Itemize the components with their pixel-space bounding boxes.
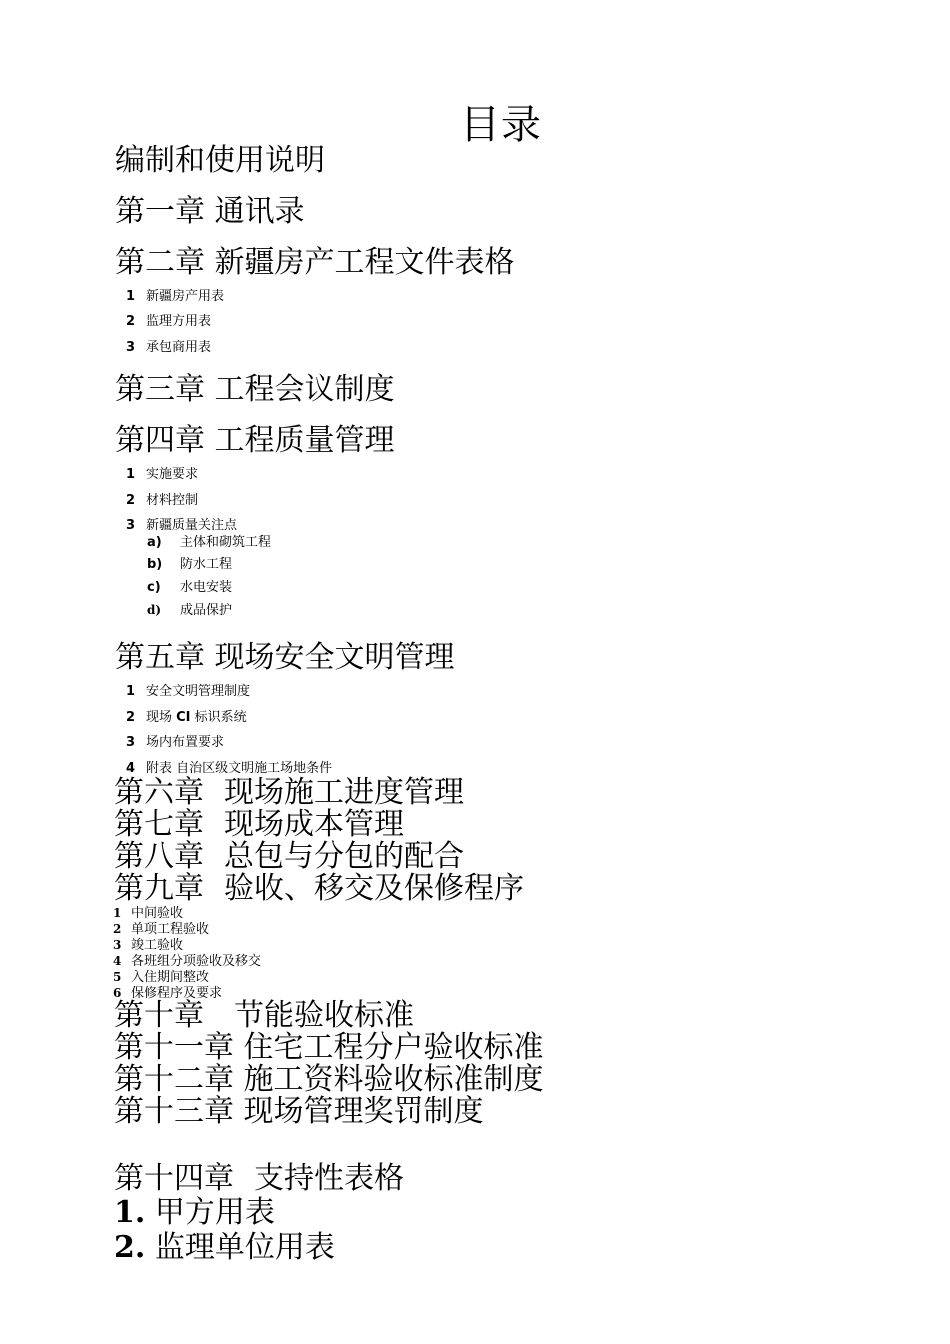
toc-ch5-item-3[interactable] bbox=[126, 734, 224, 752]
toc-preface[interactable]: 编制和使用说明 bbox=[115, 143, 325, 178]
chapter-label: 第十四章 bbox=[114, 1161, 234, 1196]
toc-ch4-subitem-c[interactable] bbox=[147, 579, 232, 597]
item-label: 承包商用表 bbox=[146, 340, 212, 355]
toc-ch9-item-5[interactable] bbox=[113, 969, 209, 986]
item-label: 材料控制 bbox=[146, 493, 199, 508]
item-label: 甲方用表 bbox=[154, 1195, 275, 1230]
toc-ch4-item-2[interactable] bbox=[126, 492, 198, 510]
toc-chapter-2[interactable]: 第二章 新疆房产工程文件表格 bbox=[115, 245, 515, 280]
chapter-text: 支持性表格 bbox=[254, 1161, 404, 1196]
item-label: 各班组分项验收及移交 bbox=[131, 954, 262, 969]
toc-ch9-item-3[interactable] bbox=[113, 937, 183, 954]
item-number: 2 bbox=[126, 493, 136, 508]
item-label: 场内布置要求 bbox=[146, 735, 225, 750]
item-label: 监理单位用表 bbox=[154, 1230, 335, 1265]
toc-chapter-10[interactable] bbox=[114, 1000, 414, 1032]
toc-ch4-subitem-b[interactable] bbox=[147, 556, 232, 574]
item-number: 2 bbox=[126, 710, 136, 725]
toc-title: 目录 bbox=[460, 102, 542, 148]
item-number: 6 bbox=[113, 986, 122, 1000]
item-number: 1 bbox=[126, 684, 136, 699]
item-number: 3 bbox=[126, 518, 136, 533]
chapter-label: 第十章 bbox=[114, 998, 204, 1033]
toc-chapter-11[interactable]: 第十一章 住宅工程分户验收标准 bbox=[114, 1030, 544, 1065]
item-number: 1 bbox=[113, 906, 122, 920]
item-number: 3 bbox=[126, 735, 136, 750]
chapter-label: 第七章 bbox=[114, 807, 204, 842]
chapter-text: 现场施工进度管理 bbox=[224, 775, 464, 810]
toc-chapter-6[interactable] bbox=[114, 777, 464, 809]
chapter-text: 验收、移交及保修程序 bbox=[224, 871, 524, 906]
toc-chapter-1[interactable]: 第一章 通讯录 bbox=[115, 194, 305, 229]
toc-ch2-item-2[interactable] bbox=[126, 313, 211, 331]
item-number: b) bbox=[147, 557, 163, 572]
toc-chapter-7[interactable] bbox=[114, 809, 404, 841]
toc-ch9-item-4[interactable] bbox=[113, 953, 261, 970]
toc-ch2-item-1[interactable] bbox=[126, 288, 224, 306]
item-label-post: 标识系统 bbox=[190, 710, 247, 725]
item-number: a) bbox=[147, 535, 162, 550]
toc-chapter-4[interactable]: 第四章 工程质量管理 bbox=[115, 423, 395, 458]
item-label: 防水工程 bbox=[180, 557, 233, 572]
toc-chapter-8[interactable] bbox=[114, 841, 464, 873]
item-label: 入住期间整改 bbox=[131, 970, 210, 985]
toc-ch9-item-1[interactable] bbox=[113, 905, 183, 922]
item-number: 1 bbox=[126, 467, 136, 482]
item-number: 3 bbox=[113, 938, 122, 952]
toc-chapter-14[interactable] bbox=[114, 1163, 404, 1195]
item-label: 竣工验收 bbox=[131, 938, 184, 953]
toc-chapter-13[interactable]: 第十三章 现场管理奖罚制度 bbox=[114, 1094, 484, 1129]
item-label-pre: 现场 bbox=[146, 710, 177, 725]
toc-chapter-9[interactable] bbox=[114, 873, 524, 905]
chapter-label: 第六章 bbox=[114, 775, 204, 810]
toc-chapter-3[interactable]: 第三章 工程会议制度 bbox=[115, 372, 395, 407]
item-number: 1. bbox=[114, 1195, 146, 1230]
toc-ch2-item-3[interactable] bbox=[126, 339, 211, 357]
item-number: 2 bbox=[126, 314, 136, 329]
item-label: 保修程序及要求 bbox=[131, 986, 223, 1001]
item-number: d) bbox=[147, 603, 162, 617]
toc-ch14-item-1[interactable] bbox=[114, 1194, 275, 1232]
item-number: 4 bbox=[113, 954, 122, 968]
chapter-label: 第八章 bbox=[114, 839, 204, 874]
item-number: 2. bbox=[114, 1230, 146, 1265]
toc-ch9-item-2[interactable] bbox=[113, 921, 209, 938]
item-label-ci: CI bbox=[176, 710, 191, 725]
item-label: 主体和砌筑工程 bbox=[180, 535, 272, 550]
chapter-label: 第九章 bbox=[114, 871, 204, 906]
chapter-text: 节能验收标准 bbox=[234, 998, 414, 1033]
chapter-text: 现场成本管理 bbox=[224, 807, 404, 842]
chapter-text: 总包与分包的配合 bbox=[224, 839, 464, 874]
item-label: 实施要求 bbox=[146, 467, 199, 482]
item-label: 水电安装 bbox=[180, 580, 233, 595]
item-label: 新疆质量关注点 bbox=[146, 518, 238, 533]
toc-chapter-5[interactable]: 第五章 现场安全文明管理 bbox=[115, 640, 455, 675]
item-label: 监理方用表 bbox=[146, 314, 212, 329]
toc-chapter-12[interactable]: 第十二章 施工资料验收标准制度 bbox=[114, 1062, 544, 1097]
toc-ch5-item-1[interactable] bbox=[126, 683, 250, 701]
item-label: 单项工程验收 bbox=[131, 922, 210, 937]
item-label: 成品保护 bbox=[180, 603, 233, 618]
toc-ch14-item-2[interactable] bbox=[114, 1229, 335, 1267]
item-number: 1 bbox=[126, 289, 136, 304]
item-label: 附表 自治区级文明施工场地条件 bbox=[146, 761, 333, 776]
toc-ch4-subitem-a[interactable] bbox=[147, 534, 271, 552]
toc-ch4-item-1[interactable] bbox=[126, 466, 198, 484]
toc-ch5-item-2[interactable] bbox=[126, 709, 247, 727]
item-label: 新疆房产用表 bbox=[146, 289, 225, 304]
item-number: 5 bbox=[113, 970, 122, 984]
toc-ch4-subitem-d[interactable] bbox=[147, 601, 232, 620]
item-label: 中间验收 bbox=[131, 906, 184, 921]
toc-ch4-item-3[interactable] bbox=[126, 517, 237, 535]
item-number: 3 bbox=[126, 340, 136, 355]
item-number: 4 bbox=[126, 761, 136, 776]
item-label: 安全文明管理制度 bbox=[146, 684, 251, 699]
item-number: c) bbox=[147, 580, 161, 595]
item-number: 2 bbox=[113, 922, 122, 936]
